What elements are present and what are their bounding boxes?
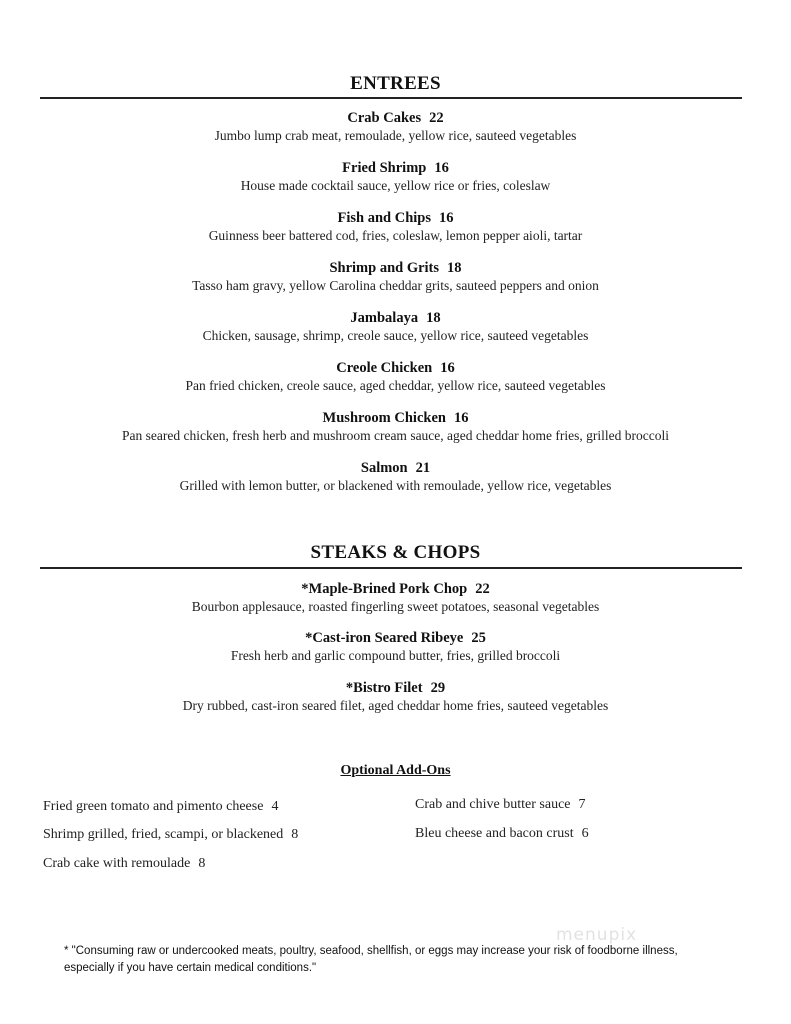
menu-item bbox=[0, 459, 791, 495]
item-price: 22 bbox=[475, 581, 490, 597]
addon-item bbox=[415, 826, 589, 842]
item-description: Grilled with lemon butter, or blackened with remoulade, yellow rice, vegetables bbox=[179, 478, 612, 493]
item-name: *Bistro Filet bbox=[345, 680, 423, 696]
item-price: 16 bbox=[453, 410, 469, 426]
disclaimer bbox=[64, 943, 724, 977]
addon-price: 4 bbox=[271, 799, 279, 814]
item-name: Shrimp and Grits bbox=[329, 260, 440, 276]
item-name: *Cast-iron Seared Ribeye bbox=[305, 630, 464, 646]
item-description: Jumbo lump crab meat, remoulade, yellow rice, sauteed vegetables bbox=[214, 128, 577, 143]
menu-item bbox=[0, 159, 791, 195]
item-description: Fresh herb and garlic compound butter, fries, grilled broccoli bbox=[230, 648, 561, 663]
addon-name: Crab cake with remoulade bbox=[43, 856, 191, 871]
item-price: 22 bbox=[429, 110, 444, 126]
menu-item bbox=[0, 679, 791, 715]
menu-item bbox=[0, 259, 791, 295]
addon-price: 6 bbox=[581, 826, 589, 841]
item-name: Fried Shrimp bbox=[342, 160, 427, 176]
item-description: Bourbon applesauce, roasted fingerling sweet potatoes, seasonal vegetables bbox=[191, 599, 600, 614]
addon-item bbox=[415, 797, 586, 813]
menu-item bbox=[0, 309, 791, 345]
addon-name: Crab and chive butter sauce bbox=[415, 797, 571, 812]
menu-item bbox=[0, 359, 791, 395]
menu-item bbox=[0, 209, 791, 245]
item-name: Creole Chicken bbox=[336, 360, 433, 376]
item-price: 29 bbox=[430, 680, 446, 696]
addon-item bbox=[43, 856, 205, 872]
item-description: Tasso ham gravy, yellow Carolina cheddar grits, sauteed peppers and onion bbox=[192, 278, 599, 293]
item-name: Mushroom Chicken bbox=[322, 410, 446, 426]
item-price: 18 bbox=[447, 260, 462, 276]
item-description: Dry rubbed, cast-iron seared filet, aged cheddar home fries, sauteed vegetables bbox=[182, 698, 609, 713]
disclaimer-line: * "Consuming raw or undercooked meats, poultry, seafood, shellfish, or eggs may increase your risk of foodborne illness, bbox=[64, 945, 678, 957]
watermark: menupix bbox=[556, 925, 638, 945]
entrees-title: ENTREES bbox=[350, 73, 441, 94]
addon-item bbox=[43, 827, 298, 843]
entrees-divider bbox=[40, 97, 742, 99]
addon-name: Bleu cheese and bacon crust bbox=[415, 826, 574, 841]
menu-item bbox=[0, 409, 791, 445]
item-name: Jambalaya bbox=[350, 310, 419, 326]
item-price: 16 bbox=[434, 160, 449, 176]
item-price: 16 bbox=[440, 360, 455, 376]
item-price: 16 bbox=[439, 210, 454, 226]
addon-price: 8 bbox=[198, 856, 206, 871]
item-description: House made cocktail sauce, yellow rice or fries, coleslaw bbox=[240, 178, 551, 193]
item-description: Pan fried chicken, creole sauce, aged cheddar, yellow rice, sauteed vegetables bbox=[185, 378, 606, 393]
addon-price: 7 bbox=[578, 797, 586, 812]
disclaimer-line: especially if you have certain medical conditions." bbox=[64, 962, 317, 974]
item-price: 21 bbox=[415, 460, 431, 476]
menu-item bbox=[0, 109, 791, 145]
item-price: 18 bbox=[426, 310, 441, 326]
menu-item bbox=[0, 580, 791, 616]
addon-name: Fried green tomato and pimento cheese bbox=[43, 799, 264, 814]
item-name: Salmon bbox=[360, 460, 408, 476]
addon-item bbox=[43, 799, 278, 815]
item-price: 25 bbox=[471, 630, 486, 646]
addons-title: Optional Add-Ons bbox=[340, 763, 451, 778]
item-description: Chicken, sausage, shrimp, creole sauce, yellow rice, sauteed vegetables bbox=[202, 328, 589, 343]
steaks-title: STEAKS & CHOPS bbox=[310, 542, 481, 563]
item-name: *Maple-Brined Pork Chop bbox=[301, 581, 468, 597]
menu-item bbox=[0, 629, 791, 665]
addon-name: Shrimp grilled, fried, scampi, or blackened bbox=[43, 827, 284, 842]
addon-price: 8 bbox=[291, 827, 299, 842]
item-name: Fish and Chips bbox=[337, 210, 431, 226]
item-description: Guinness beer battered cod, fries, coleslaw, lemon pepper aioli, tartar bbox=[208, 228, 583, 243]
item-description: Pan seared chicken, fresh herb and mushroom cream sauce, aged cheddar home fries, grilled broccoli bbox=[122, 428, 669, 443]
item-name: Crab Cakes bbox=[347, 110, 422, 126]
steaks-divider bbox=[40, 567, 742, 569]
